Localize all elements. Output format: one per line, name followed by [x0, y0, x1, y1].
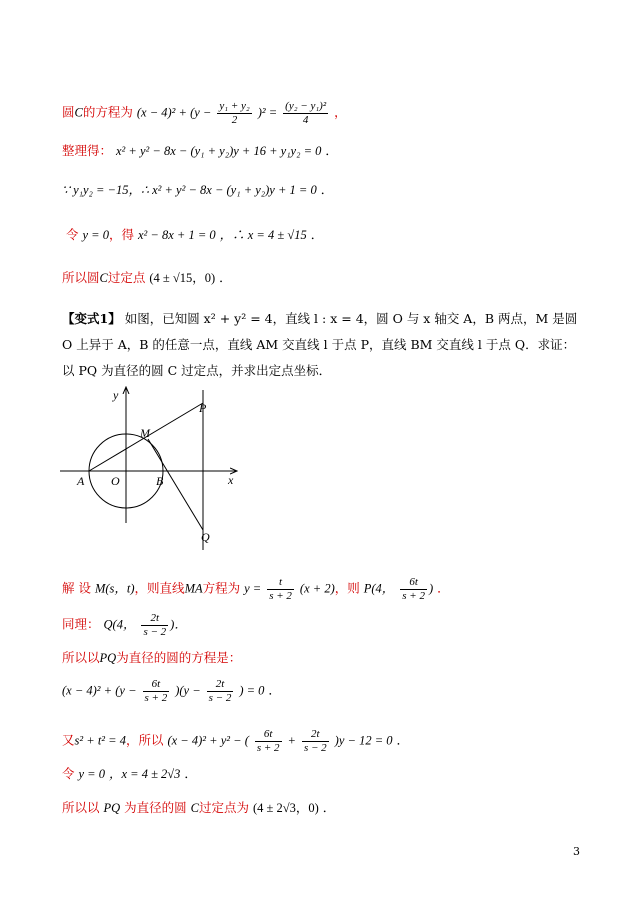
text: 同理：: [62, 616, 100, 632]
text: 所以圆: [62, 270, 100, 285]
text: 为直径的圆: [124, 800, 187, 815]
math-var: MA: [184, 581, 203, 596]
math-expr: s² + t² = 4: [74, 733, 126, 748]
text: 解 设: [62, 580, 91, 596]
problem-statement: [62, 306, 582, 384]
math-expr: +: [287, 733, 296, 748]
punct: ．: [396, 733, 410, 748]
denominator: 4: [302, 113, 309, 126]
text: 过定点为: [199, 800, 250, 815]
math-expr: x² + y² − 8x − (y₁ + y₂)y + 16 + y₁y₂ = 0: [116, 144, 322, 158]
punct: ．: [219, 271, 232, 285]
text: 令: [66, 227, 79, 242]
solution-step-6: [62, 768, 197, 781]
numerator: (y₂ − y₁)²: [285, 100, 327, 112]
numerator: 6t: [143, 678, 170, 692]
denominator: s + 2: [269, 589, 292, 602]
numerator: t: [267, 576, 294, 590]
fraction: [141, 612, 168, 638]
punct: ．: [320, 183, 334, 197]
fraction: [207, 678, 234, 704]
math-expr: ∵ y₁y₂ = −15，∴ x² + y² − 8x − (y₁ + y₂)y + 1 = 0: [62, 183, 317, 197]
solution-step-1: [62, 576, 450, 602]
math-expr: ) = 0: [239, 683, 265, 698]
solution-conclusion: [62, 802, 335, 815]
geometry-figure: [58, 385, 248, 555]
text: 所以以: [62, 800, 100, 815]
page-number: 3: [573, 845, 580, 858]
label-p: P: [199, 401, 207, 415]
circle-c-equation-line: [62, 100, 347, 126]
label-m: M: [140, 426, 150, 440]
punct: ，: [334, 104, 347, 120]
fraction: [267, 576, 294, 602]
math-expr: (4 ± √15，0): [149, 271, 216, 285]
since-line: [62, 184, 333, 197]
denominator: s − 2: [143, 625, 167, 638]
fraction: [255, 728, 282, 754]
solution-step-3: [62, 652, 241, 665]
numerator: 2t: [302, 728, 329, 742]
math-expr: y = 0: [82, 228, 109, 242]
math-expr: )(y −: [175, 683, 201, 698]
math-expr: y =: [244, 581, 262, 596]
numerator: 6t: [255, 728, 282, 742]
fraction: [283, 100, 328, 126]
problem-text: 如图，已知圆 x² + y² = 4，直线 l : x = 4，圆 O 与 x 轴交 A，B 两点，M 是圆 O 上异于 A，B 的任意一点，直线 AM 交直线 l 于点 P，直线 BM 交直线 l 于点 Q．求证：以 PQ 为直径的圆 C 过定点，并求出定点坐标．: [62, 311, 578, 378]
text: 方程为: [202, 580, 241, 596]
denominator: 2: [231, 113, 238, 126]
punct: ．: [437, 580, 450, 596]
math-expr: )y − 12 = 0: [334, 733, 393, 748]
punct: ．: [310, 228, 324, 242]
math-expr: Q(4，: [103, 617, 136, 632]
math-expr: ): [429, 581, 434, 596]
numerator: 2t: [141, 612, 168, 626]
text: ，得: [108, 227, 134, 242]
math-var: C: [190, 801, 199, 815]
math-expr: P(4，: [363, 581, 395, 596]
numerator: 6t: [400, 576, 427, 590]
math-expr: ，x = 4 ± 2√3: [108, 767, 181, 781]
text: 所以以: [62, 650, 100, 665]
label-b: B: [156, 474, 164, 488]
fraction: [302, 728, 329, 754]
text: 又: [62, 732, 75, 748]
math-expr: ，∴ x = 4 ± √15: [219, 228, 307, 242]
let-y-zero-line: [66, 229, 323, 242]
label-q: Q: [201, 530, 210, 544]
math-var: C: [74, 105, 83, 120]
denominator: s + 2: [256, 741, 280, 754]
punct: ．: [184, 767, 197, 781]
math-expr: )² =: [257, 105, 278, 120]
denominator: s + 2: [402, 589, 425, 602]
math-expr: (x − 4)² + y² − (: [167, 733, 249, 748]
math-expr: (x − 4)² + (y −: [62, 683, 137, 698]
label-y: y: [113, 388, 119, 402]
text: 的方程为: [82, 104, 133, 120]
simplify-line: [62, 145, 338, 158]
label-o: O: [111, 474, 120, 488]
text: 令: [62, 766, 75, 781]
text: ，则: [334, 580, 360, 596]
fixed-point-line: [62, 272, 232, 285]
math-var: PQ: [103, 801, 121, 815]
solution-step-4: [62, 678, 281, 704]
text: 圆: [62, 104, 75, 120]
punct: ．: [322, 801, 336, 815]
math-expr: )．: [170, 617, 187, 632]
solution-step-5: [62, 728, 409, 754]
math-expr: (4 ± 2√3，0): [253, 801, 319, 815]
text: 为直径的圆的方程是：: [116, 650, 242, 665]
solution-step-2: [62, 612, 187, 638]
text: ，所以: [125, 732, 164, 748]
text: ，则直线: [134, 580, 185, 596]
denominator: s − 2: [208, 691, 232, 704]
math-var: PQ: [99, 651, 117, 665]
fraction: [143, 678, 170, 704]
math-expr: M(s，t): [94, 581, 135, 596]
denominator: s − 2: [303, 741, 327, 754]
problem-tag: 【变式1】: [62, 311, 121, 326]
denominator: s + 2: [144, 691, 168, 704]
math-var: C: [99, 271, 108, 285]
label-x: x: [228, 473, 234, 487]
math-expr: x² − 8x + 1 = 0: [137, 228, 216, 242]
numerator: 2t: [207, 678, 234, 692]
text: 整理得：: [62, 143, 113, 158]
numerator: y₁ + y₂: [219, 100, 250, 112]
punct: ．: [268, 683, 281, 698]
punct: ．: [325, 144, 338, 158]
text: 过定点: [107, 270, 146, 285]
math-expr: (x − 4)² + (y −: [136, 105, 212, 120]
label-a: A: [77, 474, 85, 488]
fraction: [217, 100, 251, 126]
math-expr: (x + 2): [299, 581, 335, 596]
fraction: [400, 576, 427, 602]
math-expr: y = 0: [78, 767, 105, 781]
